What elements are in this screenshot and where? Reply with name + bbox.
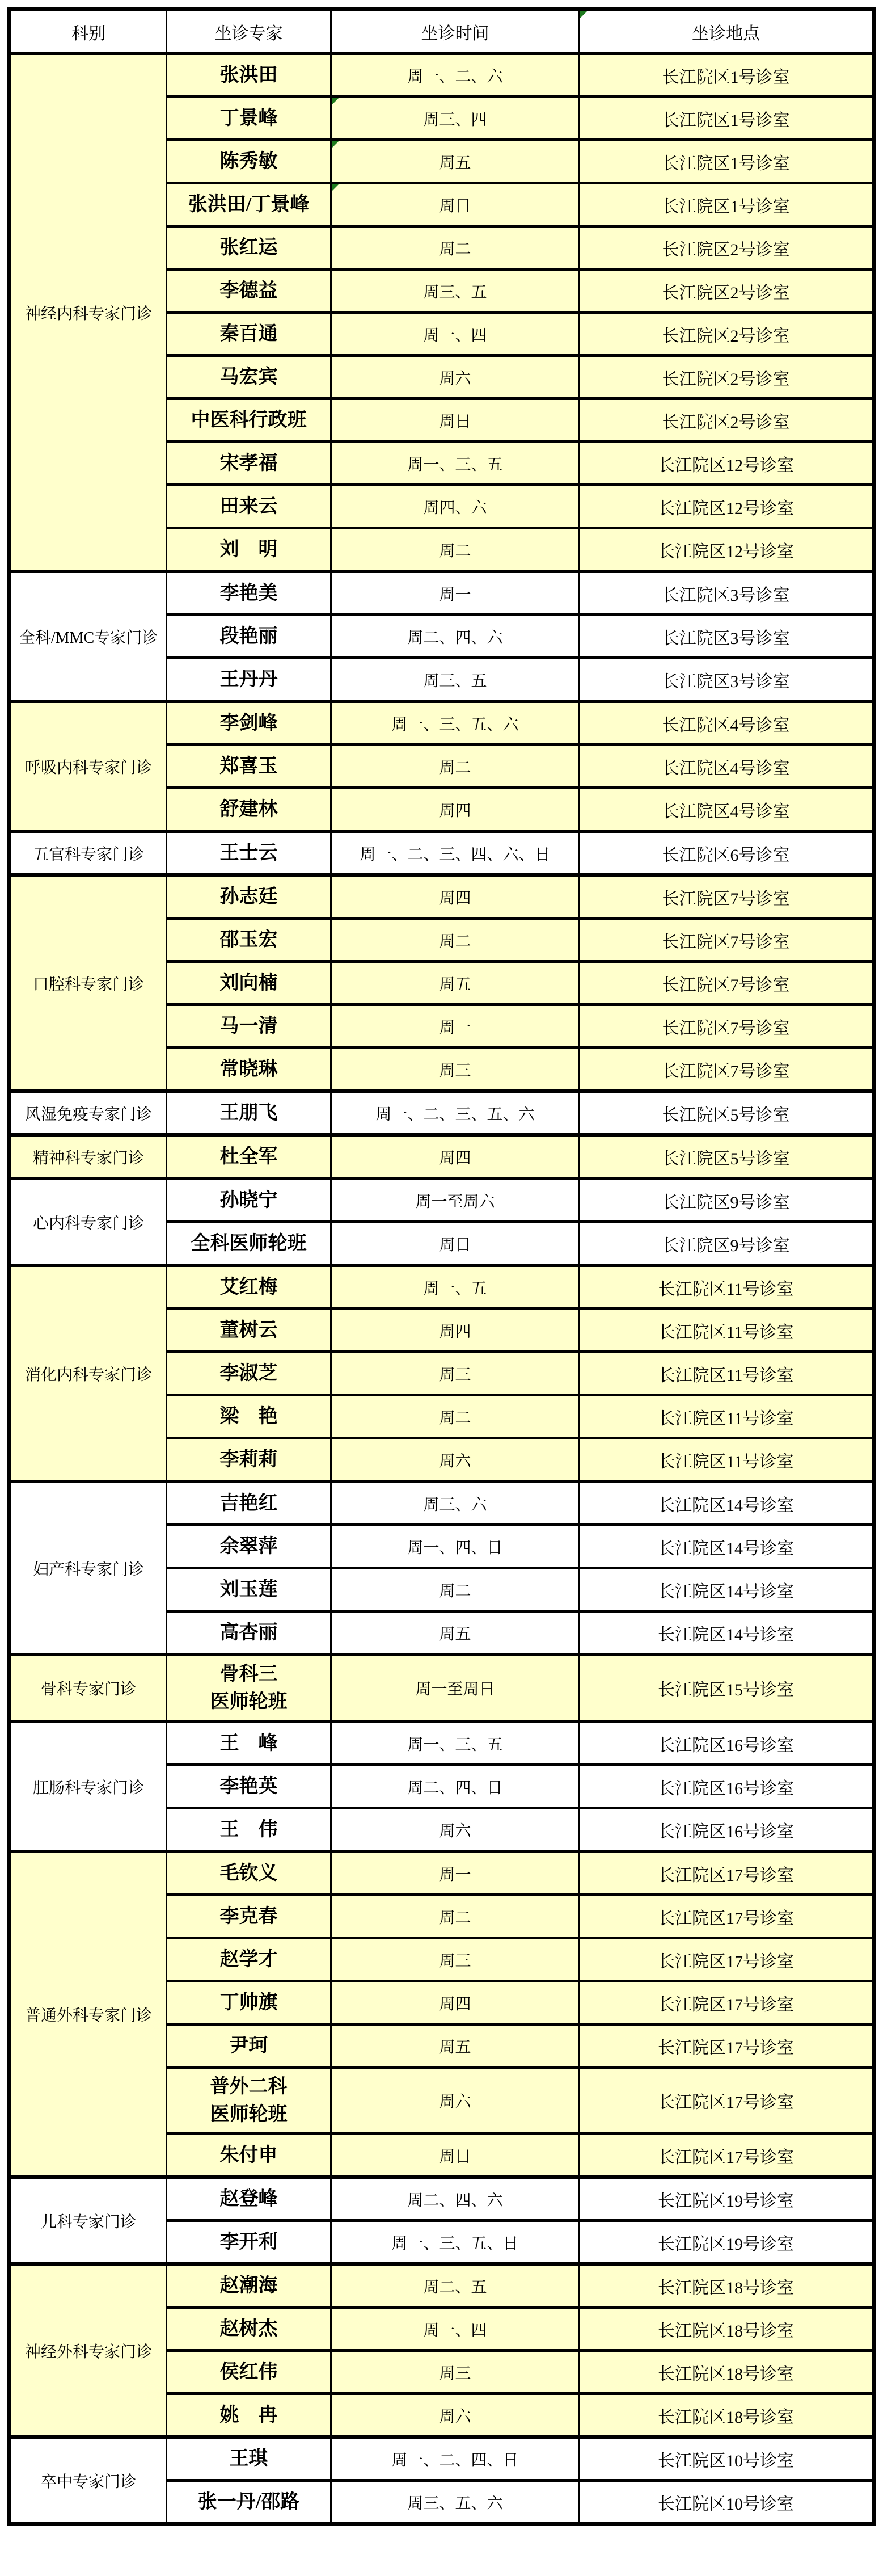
expert-cell: 杜全军 [167,1135,331,1178]
expert-cell: 刘玉莲 [167,1568,331,1611]
location-cell: 长江院区16号诊室 [580,1765,874,1808]
schedule-table [7,7,876,2526]
time-cell: 周六 [331,1438,580,1482]
location-cell: 长江院区11号诊室 [580,1352,874,1395]
location-cell: 长江院区3号诊室 [580,658,874,702]
expert-cell: 张洪田 [167,53,331,97]
location-cell: 长江院区18号诊室 [580,2264,874,2308]
schedule-row [10,1178,874,1222]
schedule-body [10,53,874,2524]
cell-corner-marker-icon [332,141,339,148]
schedule-row [10,53,874,97]
location-cell: 长江院区4号诊室 [580,745,874,788]
schedule-row [10,701,874,745]
location-cell: 长江院区5号诊室 [580,1091,874,1135]
location-cell: 长江院区12号诊室 [580,485,874,528]
location-cell: 长江院区17号诊室 [580,2068,874,2134]
time-cell: 周一、三、五、六 [331,701,580,745]
department-cell: 全科/MMC专家门诊 [10,571,167,701]
time-cell: 周一、三、五 [331,1721,580,1765]
location-cell: 长江院区3号诊室 [580,615,874,658]
schedule-row [10,1851,874,1895]
location-cell: 长江院区3号诊室 [580,571,874,615]
expert-cell: 李德益 [167,270,331,313]
expert-cell: 吉艳红 [167,1481,331,1525]
cell-corner-marker-icon [332,184,339,191]
time-cell: 周五 [331,2024,580,2068]
time-cell: 周六 [331,1808,580,1852]
department-cell: 肛肠科专家门诊 [10,1721,167,1851]
time-cell: 周二 [331,1395,580,1438]
location-cell: 长江院区2号诊室 [580,226,874,270]
expert-cell: 王朋飞 [167,1091,331,1135]
location-cell: 长江院区2号诊室 [580,313,874,356]
location-cell: 长江院区4号诊室 [580,788,874,832]
expert-cell: 赵登峰 [167,2177,331,2221]
expert-cell: 董树云 [167,1309,331,1352]
time-cell: 周二 [331,226,580,270]
time-cell: 周一至周六 [331,1178,580,1222]
location-cell: 长江院区18号诊室 [580,2308,874,2351]
time-cell: 周一至周日 [331,1655,580,1721]
location-cell: 长江院区6号诊室 [580,831,874,875]
expert-cell: 毛钦义 [167,1851,331,1895]
time-cell: 周一、三、五 [331,442,580,485]
expert-cell: 骨科三 医师轮班 [167,1655,331,1721]
location-cell: 长江院区11号诊室 [580,1265,874,1309]
time-cell: 周二、四、日 [331,1765,580,1808]
expert-cell: 丁景峰 [167,97,331,140]
location-cell: 长江院区17号诊室 [580,1895,874,1938]
location-cell: 长江院区2号诊室 [580,356,874,399]
time-cell: 周四 [331,1981,580,2024]
location-cell: 长江院区7号诊室 [580,875,874,919]
location-cell: 长江院区1号诊室 [580,183,874,226]
location-cell: 长江院区14号诊室 [580,1568,874,1611]
time-cell: 周三 [331,2351,580,2394]
department-cell: 妇产科专家门诊 [10,1481,167,1655]
expert-cell: 段艳丽 [167,615,331,658]
expert-cell: 刘向楠 [167,962,331,1005]
location-cell: 长江院区16号诊室 [580,1721,874,1765]
header-department: 科别 [10,10,167,54]
schedule-row [10,831,874,875]
time-cell: 周一 [331,1851,580,1895]
expert-cell: 邵玉宏 [167,919,331,962]
department-cell: 口腔科专家门诊 [10,875,167,1091]
department-cell: 骨科专家门诊 [10,1655,167,1721]
time-cell: 周四 [331,788,580,832]
expert-cell: 王 伟 [167,1808,331,1852]
time-cell: 周日 [331,399,580,442]
time-cell: 周二、五 [331,2264,580,2308]
location-cell: 长江院区14号诊室 [580,1611,874,1655]
expert-cell: 马一清 [167,1005,331,1048]
expert-cell: 中医科行政班 [167,399,331,442]
expert-cell: 高杏丽 [167,1611,331,1655]
header-location-label: 坐诊地点 [692,24,760,43]
time-cell: 周五 [331,1611,580,1655]
time-cell: 周五 [331,962,580,1005]
location-cell: 长江院区18号诊室 [580,2394,874,2438]
expert-cell: 刘 明 [167,528,331,572]
time-cell: 周六 [331,2068,580,2134]
time-cell: 周日 [331,2134,580,2178]
schedule-row [10,2264,874,2308]
expert-cell: 李淑芝 [167,1352,331,1395]
location-cell: 长江院区14号诊室 [580,1525,874,1568]
expert-cell: 姚 冉 [167,2394,331,2438]
schedule-row [10,1091,874,1135]
location-cell: 长江院区18号诊室 [580,2351,874,2394]
time-cell: 周一、二、三、四、六、日 [331,831,580,875]
department-cell: 儿科专家门诊 [10,2177,167,2264]
location-cell: 长江院区10号诊室 [580,2481,874,2524]
time-cell: 周一 [331,1005,580,1048]
time-cell: 周二 [331,1568,580,1611]
schedule-row [10,1655,874,1721]
time-cell: 周三、五 [331,658,580,702]
location-cell: 长江院区1号诊室 [580,53,874,97]
location-cell: 长江院区11号诊室 [580,1438,874,1482]
expert-cell: 李艳英 [167,1765,331,1808]
department-cell: 心内科专家门诊 [10,1178,167,1265]
department-cell: 五官科专家门诊 [10,831,167,875]
expert-cell: 王丹丹 [167,658,331,702]
time-cell: 周三、四 [331,97,580,140]
expert-cell: 宋孝福 [167,442,331,485]
expert-cell: 王琪 [167,2437,331,2481]
expert-cell: 张洪田/丁景峰 [167,183,331,226]
time-cell: 周一、二、三、五、六 [331,1091,580,1135]
location-cell: 长江院区12号诊室 [580,528,874,572]
expert-cell: 赵学才 [167,1938,331,1981]
schedule-row [10,2437,874,2481]
time-cell: 周一、五 [331,1265,580,1309]
header-expert: 坐诊专家 [167,10,331,54]
department-cell: 神经外科专家门诊 [10,2264,167,2437]
expert-schedule-table [7,7,876,2526]
department-cell: 风湿免疫专家门诊 [10,1091,167,1135]
schedule-row [10,2177,874,2221]
location-cell: 长江院区11号诊室 [580,1395,874,1438]
department-cell: 消化内科专家门诊 [10,1265,167,1481]
time-cell: 周日 [331,1222,580,1266]
expert-cell: 尹珂 [167,2024,331,2068]
time-cell: 周一 [331,571,580,615]
time-cell: 周三 [331,1352,580,1395]
time-cell: 周五 [331,140,580,183]
schedule-row [10,875,874,919]
location-cell: 长江院区7号诊室 [580,1048,874,1092]
expert-cell: 郑喜玉 [167,745,331,788]
expert-cell: 普外二科 医师轮班 [167,2068,331,2134]
expert-cell: 艾红梅 [167,1265,331,1309]
location-cell: 长江院区19号诊室 [580,2221,874,2264]
expert-cell: 梁 艳 [167,1395,331,1438]
expert-cell: 余翠萍 [167,1525,331,1568]
expert-cell: 田来云 [167,485,331,528]
location-cell: 长江院区15号诊室 [580,1655,874,1721]
expert-cell: 常晓琳 [167,1048,331,1092]
expert-cell: 侯红伟 [167,2351,331,2394]
expert-cell: 李剑峰 [167,701,331,745]
time-cell: 周二 [331,528,580,572]
expert-cell: 李开利 [167,2221,331,2264]
time-cell: 周四 [331,875,580,919]
location-cell: 长江院区17号诊室 [580,2024,874,2068]
location-cell: 长江院区10号诊室 [580,2437,874,2481]
schedule-row [10,1135,874,1178]
expert-cell: 李艳美 [167,571,331,615]
location-cell: 长江院区1号诊室 [580,140,874,183]
time-cell: 周日 [331,183,580,226]
location-cell: 长江院区14号诊室 [580,1481,874,1525]
location-cell: 长江院区17号诊室 [580,1938,874,1981]
schedule-row [10,1265,874,1309]
department-cell: 精神科专家门诊 [10,1135,167,1178]
department-cell: 卒中专家门诊 [10,2437,167,2524]
schedule-row [10,1721,874,1765]
location-cell: 长江院区7号诊室 [580,962,874,1005]
location-cell: 长江院区19号诊室 [580,2177,874,2221]
expert-cell: 李克春 [167,1895,331,1938]
location-cell: 长江院区7号诊室 [580,1005,874,1048]
expert-cell: 舒建林 [167,788,331,832]
time-cell: 周三、六 [331,1481,580,1525]
schedule-header [10,10,874,54]
time-cell: 周二 [331,919,580,962]
time-cell: 周一、四 [331,2308,580,2351]
location-cell: 长江院区4号诊室 [580,701,874,745]
expert-cell: 丁帅旗 [167,1981,331,2024]
expert-cell: 秦百通 [167,313,331,356]
expert-cell: 王士云 [167,831,331,875]
location-cell: 长江院区2号诊室 [580,270,874,313]
time-cell: 周一、四、日 [331,1525,580,1568]
time-cell: 周六 [331,2394,580,2438]
header-location [580,10,874,54]
location-cell: 长江院区5号诊室 [580,1135,874,1178]
time-cell: 周一、四 [331,313,580,356]
location-cell: 长江院区17号诊室 [580,1851,874,1895]
location-cell: 长江院区9号诊室 [580,1222,874,1266]
expert-cell: 张一丹/邵路 [167,2481,331,2524]
time-cell: 周一、三、五、日 [331,2221,580,2264]
expert-cell: 赵树杰 [167,2308,331,2351]
time-cell: 周四 [331,1135,580,1178]
time-cell: 周三 [331,1938,580,1981]
expert-cell: 李莉莉 [167,1438,331,1482]
time-cell: 周六 [331,356,580,399]
location-cell: 长江院区16号诊室 [580,1808,874,1852]
schedule-row [10,1481,874,1525]
expert-cell: 赵潮海 [167,2264,331,2308]
expert-cell: 孙晓宁 [167,1178,331,1222]
cell-corner-marker-icon [580,11,587,18]
time-cell: 周二 [331,1895,580,1938]
header-time: 坐诊时间 [331,10,580,54]
expert-cell: 马宏宾 [167,356,331,399]
time-cell: 周二、四、六 [331,2177,580,2221]
location-cell: 长江院区12号诊室 [580,442,874,485]
expert-cell: 孙志廷 [167,875,331,919]
location-cell: 长江院区17号诊室 [580,1981,874,2024]
time-cell: 周四、六 [331,485,580,528]
expert-cell: 全科医师轮班 [167,1222,331,1266]
location-cell: 长江院区11号诊室 [580,1309,874,1352]
header-row [10,10,874,54]
department-cell: 普通外科专家门诊 [10,1851,167,2177]
time-cell: 周三 [331,1048,580,1092]
location-cell: 长江院区1号诊室 [580,97,874,140]
location-cell: 长江院区9号诊室 [580,1178,874,1222]
department-cell: 呼吸内科专家门诊 [10,701,167,831]
expert-cell: 张红运 [167,226,331,270]
time-cell: 周一、二、六 [331,53,580,97]
time-cell: 周二 [331,745,580,788]
cell-corner-marker-icon [332,98,339,105]
location-cell: 长江院区7号诊室 [580,919,874,962]
time-cell: 周一、二、四、日 [331,2437,580,2481]
time-cell: 周三、五 [331,270,580,313]
location-cell: 长江院区2号诊室 [580,399,874,442]
location-cell: 长江院区17号诊室 [580,2134,874,2178]
time-cell: 周四 [331,1309,580,1352]
schedule-row [10,571,874,615]
expert-cell: 陈秀敏 [167,140,331,183]
expert-cell: 王 峰 [167,1721,331,1765]
time-cell: 周二、四、六 [331,615,580,658]
expert-cell: 朱付申 [167,2134,331,2178]
department-cell: 神经内科专家门诊 [10,53,167,571]
time-cell: 周三、五、六 [331,2481,580,2524]
